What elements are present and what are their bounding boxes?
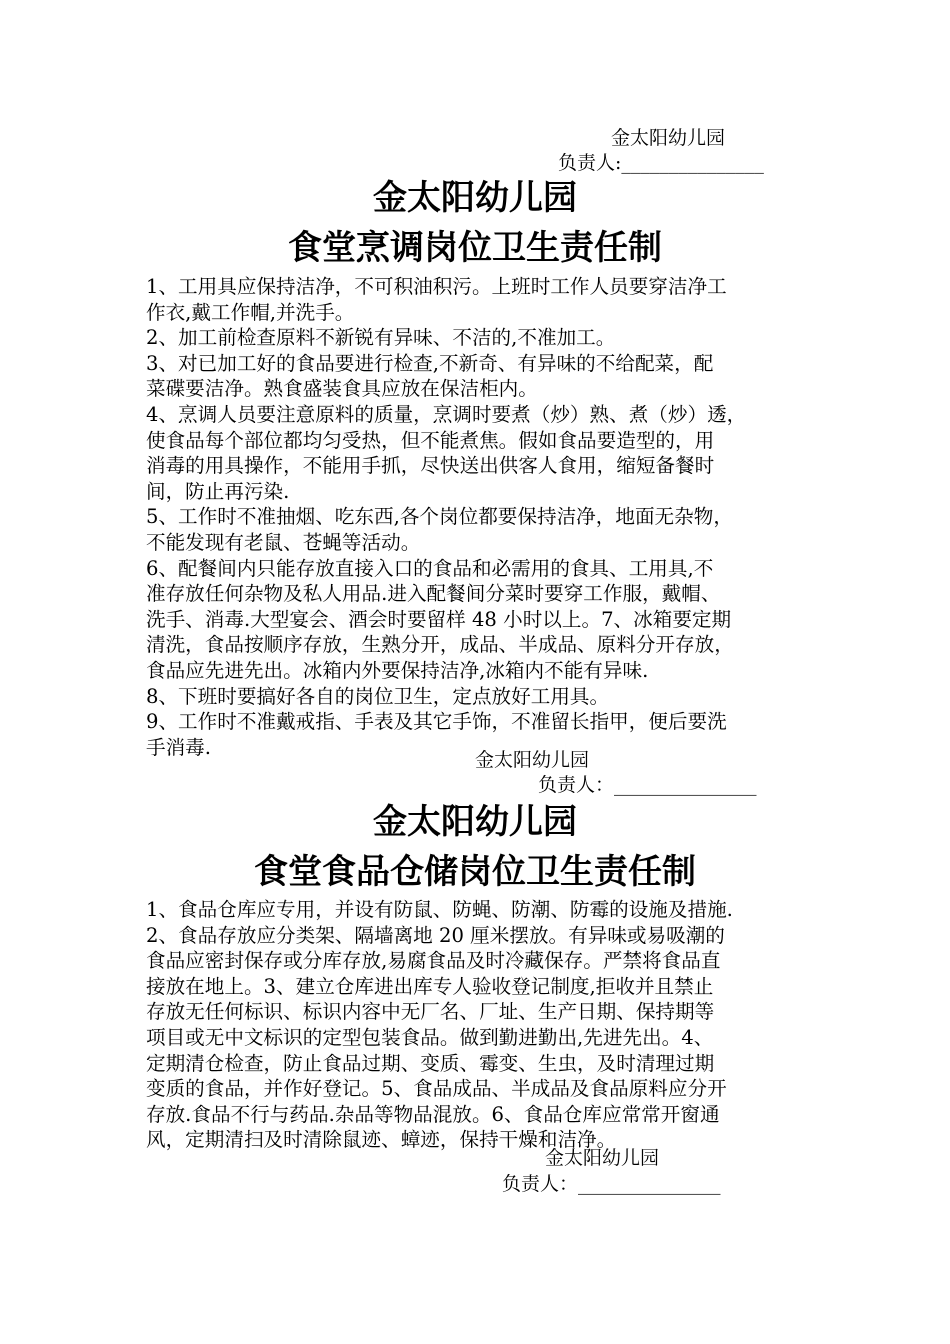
- section2-title: 食堂食品仓储岗位卫生责任制: [254, 852, 696, 892]
- section2-paragraph: 1、食品仓库应专用，并设有防鼠、防蝇、防潮、防霉的设施及措施. 2、食品存放应分类架、隔墙离地 20 厘米摆放。有异味或易吸潮的 食品应密封保存或分库存放,易腐食品及时冷藏保存。严禁将食品直 接放在地上。3、建立仓库进出库专人验收登记制度,拒收并且禁止 存放无任何标识、标识内容中无厂名、厂址、生产日期、保持期等 项目或无中文标识的定型包装食品。做到勤进勤出,先进先出。4、 定期清仓检查，防止食品过期、变质、霉变、生虫，及时清理过期 变质的食品，并作好登记。5、食品成品、半成品及食品原料应分开 存放.食品不行与药品.杂品等物品混放。6、食品仓库应常常开窗通 风，定期清扫及时清除鼠迹、蟑迹，保持干燥和洁净。: [146, 898, 733, 1152]
- section1-paragraph: 1、工用具应保持洁净，不可积油积污。上班时工作人员要穿洁净工 作衣,戴工作帽,并洗手。: [146, 275, 727, 324]
- section2-title-org: 金太阳幼儿园: [373, 802, 577, 842]
- section1-title-org: 金太阳幼儿园: [373, 178, 577, 218]
- section2-body: [146, 897, 814, 1153]
- section1-title: 食堂烹调岗位卫生责任制: [288, 228, 662, 268]
- header-owner: 负责人:_______________: [558, 152, 764, 174]
- section1-sign-owner: 负责人：_______________: [538, 774, 757, 796]
- section1-paragraph: 2、加工前检查原料不新锐有异味、不洁的,不准加工。: [146, 326, 616, 350]
- section2-sign-org: 金太阳幼儿园: [545, 1147, 660, 1169]
- section1-paragraph: 5、工作时不准抽烟、吃东西,各个岗位都要保持洁净，地面无杂物， 不能发现有老鼠、苍蝇等活动。: [146, 505, 733, 554]
- section1-paragraph: 8、下班时要搞好各自的岗位卫生，定点放好工用具。: [146, 684, 610, 708]
- section1-paragraph: 4、烹调人员要注意原料的质量，烹调时要煮（炒）熟、煮（炒）透， 使食品每个部位都均匀受热，但不能煮焦。假如食品要造型的，用 消毒的用具操作，不能用手抓，尽快送出供客人食用，缩短备餐时 间，防止再污染.: [146, 402, 747, 503]
- header-org: 金太阳幼儿园: [611, 127, 726, 149]
- section2-sign-owner: 负责人：_______________: [502, 1173, 721, 1195]
- section1-body: [146, 274, 814, 760]
- section1-sign-org: 金太阳幼儿园: [475, 749, 590, 771]
- section1-paragraph: 6、配餐间内只能存放直接入口的食品和必需用的食具、工用具,不 准存放任何杂物及私人用品.进入配餐间分菜时要穿工作服，戴帽、 洗手、消毒.大型宴会、酒会时要留样 48 小时以上。7、冰箱要定期 清洗，食品按顺序存放，生熟分开，成品、半成品、原料分开存放， 食品应先进先出。冰箱内外要保持洁净,冰箱内不能有异味.: [146, 556, 734, 682]
- section1-paragraph: 9、工作时不准戴戒指、手表及其它手饰，不准留长指甲，便后要洗 手消毒.: [146, 710, 727, 759]
- section1-paragraph: 3、对已加工好的食品要进行检查,不新奇、有异味的不给配菜，配 菜碟要洁净。熟食盛装食具应放在保洁柜内。: [146, 351, 714, 401]
